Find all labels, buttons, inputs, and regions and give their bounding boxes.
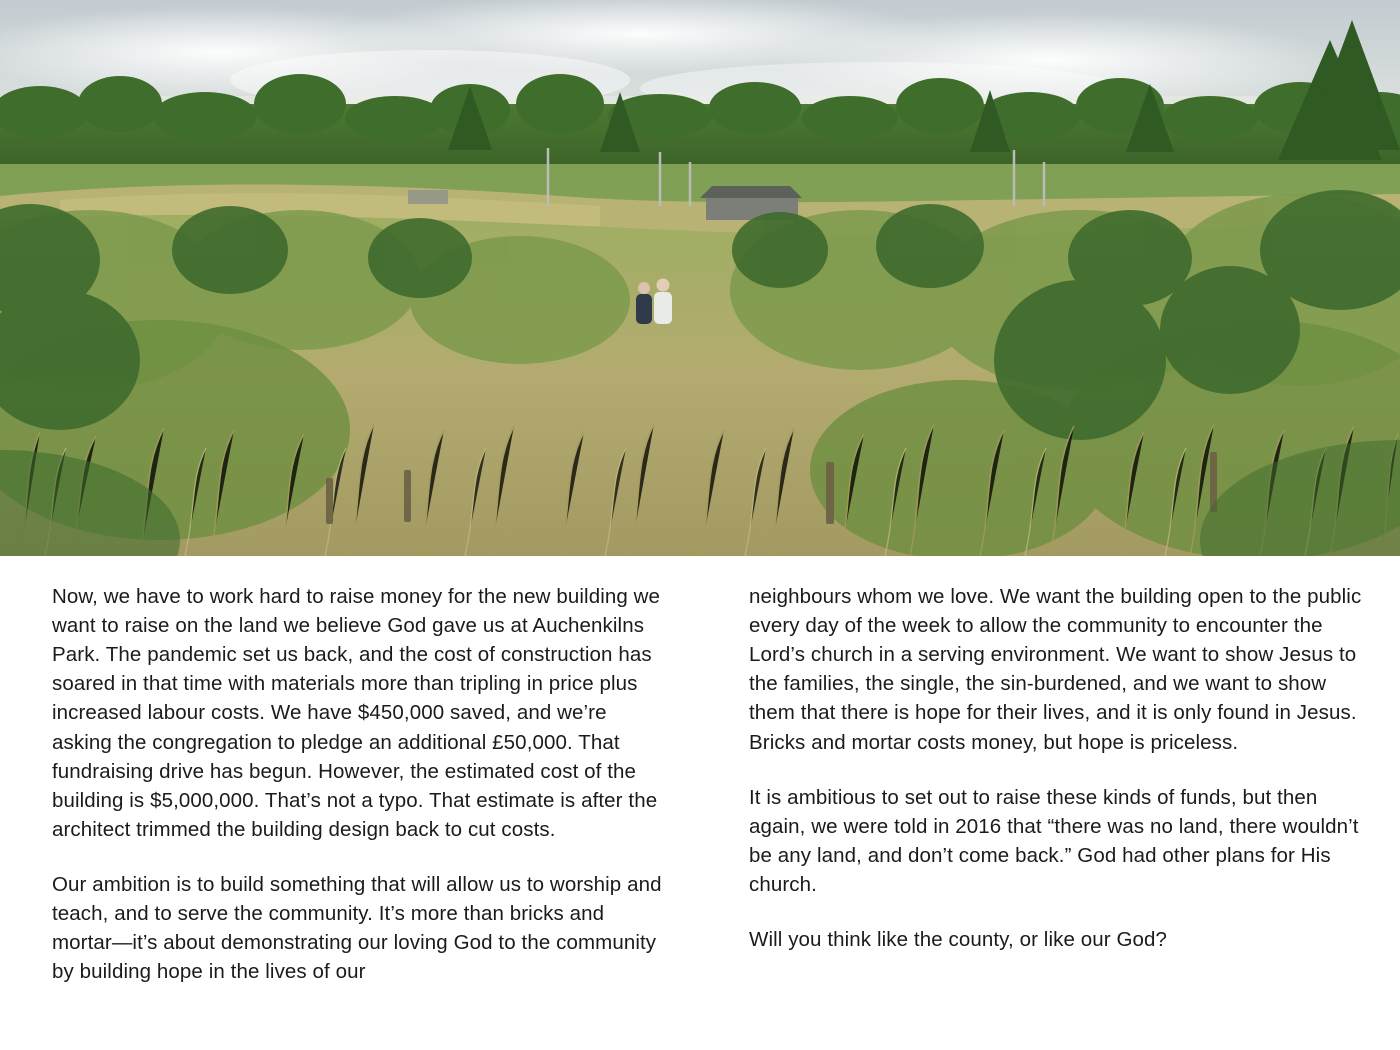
paragraph: Our ambition is to build something that will allow us to worship and teach, and to serve the community. It’s more than bricks and mortar—it’s about demonstrating our loving God to the community by building hope in the lives of our [52,872,662,984]
closing-question: Will you think like the county, or like our God? [749,928,1168,952]
paragraph: neighbours whom we love. We want the building open to the public every day of the week to allow the community to encounter the Lord’s church in a serving environment. We want to show Jesus to the families, the single, the sin-burdened, and we want to show them that there is hope for their lives, and it is only found in Jesus. Bricks and mortar costs money, but hope is priceless. [749,585,1362,754]
paragraph: It is ambitious to set out to raise these kinds of funds, but then again, we were told in 2016 that “there was no land, there wouldn’t be any land, and don’t come back.” God had other plans for His church. [749,785,1359,896]
paragraph: Now, we have to work hard to raise money for the new building we want to raise on the land we believe God gave us at Auchenkilns Park. The pandemic set us back, and the cost of construction has soared in that time with materials more than tripling in price plus increased labour costs. We have $450,000 saved, and we’re asking the congregation to pledge an additional £50,000. That fundraising drive has begun. However, the estimated cost of the building is $5,000,000. That’s not a typo. That estimate is after the architect trimmed the building design back to cut costs. [52,585,661,841]
article-body [0,556,1400,1050]
right-column [749,582,1364,1050]
left-column [52,582,667,1050]
